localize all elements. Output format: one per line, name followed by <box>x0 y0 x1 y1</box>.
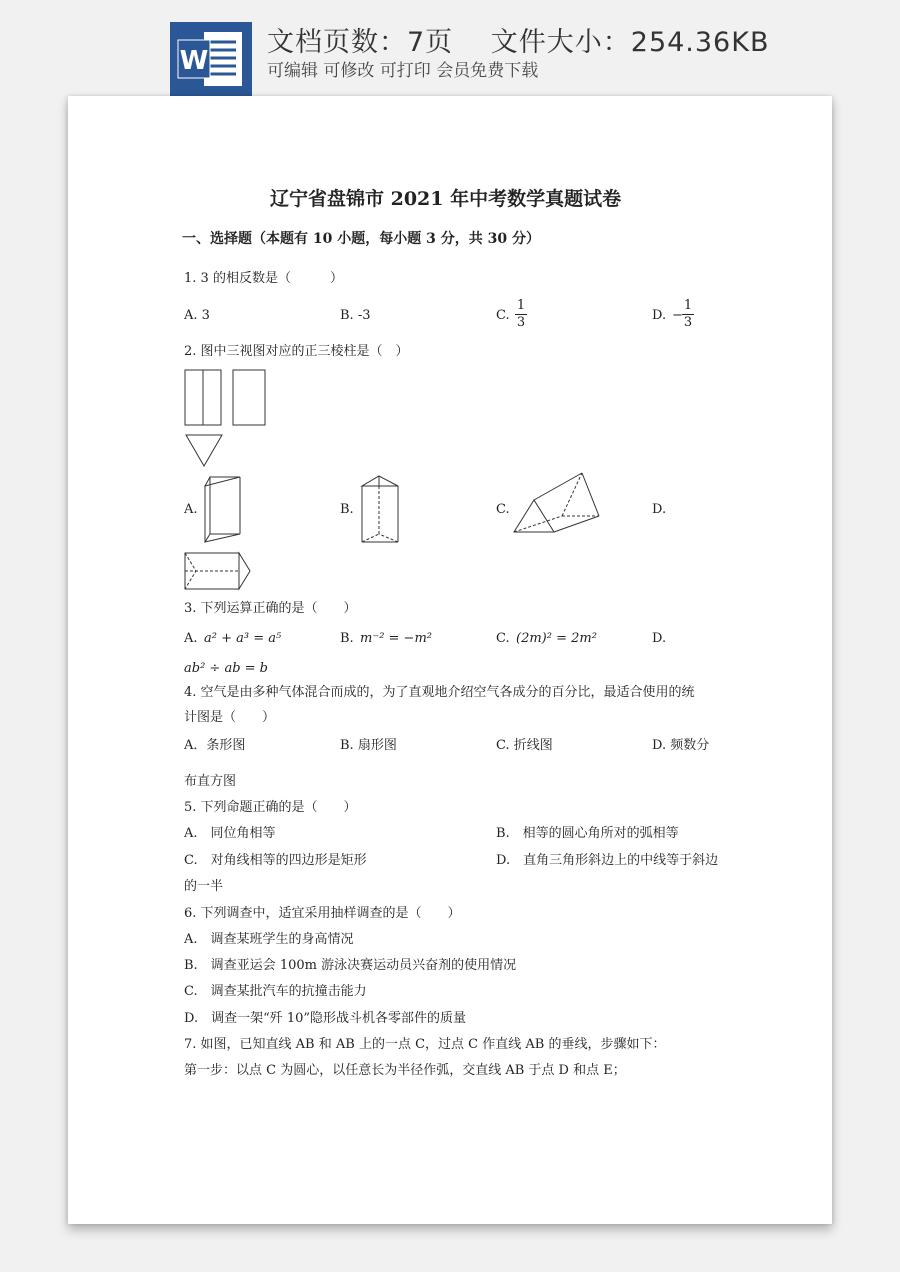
document-page <box>68 96 832 1224</box>
q3-option-d-label: D. <box>652 631 667 646</box>
q3-option-c-expr: (2m)² = 2m² <box>516 631 597 646</box>
q2-option-c-label: C. <box>496 502 510 517</box>
q2-option-a-label: A. <box>184 502 198 517</box>
q3-option-c-label: C. <box>496 631 510 646</box>
q1-option-c-fraction: 1 3 <box>516 298 526 330</box>
q3-option-b-label: B. <box>340 631 354 646</box>
q7-step1: 第一步：以点 C 为圆心，以任意长为半径作弧，交直线 AB 于点 D 和点 E； <box>184 1063 626 1078</box>
q6-stem: 6. 下列调查中，适宜采用抽样调查的是（ ） <box>184 906 461 921</box>
download-header <box>0 0 900 96</box>
q1-option-d-label: D. <box>652 308 667 323</box>
q3-option-d-expr: ab² ÷ ab = b <box>184 661 268 676</box>
q5-option-d-line1: D. 直角三角形斜边上的中线等于斜边 <box>496 853 719 868</box>
q4-stem-line1: 4. 空气是由多种气体混合而成的，为了直观地介绍空气各成分的百分比，最适合使用的统 <box>184 685 695 700</box>
q3-option-a-label: A. <box>184 631 198 646</box>
q2-option-d-label: D. <box>652 502 667 517</box>
q5-option-a: A. 同位角相等 <box>184 826 276 841</box>
exam-title: 辽宁省盘锦市 2021 年中考数学真题试卷 <box>270 188 622 210</box>
word-doc-icon <box>170 22 252 96</box>
q2-option-a-prism <box>202 474 244 546</box>
q1-option-b: B. -3 <box>340 308 371 323</box>
q4-option-d-line2: 布直方图 <box>184 774 237 789</box>
q1-option-d-sign: − <box>672 308 683 323</box>
q2-option-b-label: B. <box>340 502 354 517</box>
q4-option-c: C. 折线图 <box>496 738 553 753</box>
q1-option-c-label: C. <box>496 308 510 323</box>
q2-option-b-prism <box>359 474 401 546</box>
q2-option-d-prism <box>184 549 254 593</box>
q6-option-a: A. 调查某班学生的身高情况 <box>184 932 354 947</box>
q2-option-c-prism <box>512 470 602 536</box>
q5-stem: 5. 下列命题正确的是（ ） <box>184 800 357 815</box>
doc-info-title: 文档页数：7页 文件大小：254.36KB <box>267 27 770 58</box>
q4-option-b: B. 扇形图 <box>340 738 397 753</box>
q4-option-d-line1: D. 频数分 <box>652 738 710 753</box>
q7-stem: 7. 如图，已知直线 AB 和 AB 上的一点 C，过点 C 作直线 AB 的垂线，步骤如下： <box>184 1037 666 1052</box>
q6-option-d: D. 调查一架“歼 10”隐形战斗机各零部件的质量 <box>184 1011 467 1026</box>
q2-three-view-figure <box>184 368 274 468</box>
q1-option-d-fraction: 1 3 <box>683 298 693 330</box>
q6-option-c: C. 调查某批汽车的抗撞击能力 <box>184 984 367 999</box>
q1-stem: 1. 3 的相反数是（ ） <box>184 271 343 286</box>
q4-option-a: A．条形图 <box>184 738 246 753</box>
q5-option-b: B. 相等的圆心角所对的弧相等 <box>496 826 679 841</box>
svg-text:W: W <box>179 46 209 76</box>
q3-option-a-expr: a² + a³ = a⁵ <box>204 631 282 646</box>
q4-stem-line2: 计图是（ ） <box>184 710 276 725</box>
doc-info-subtitle: 可编辑 可修改 可打印 会员免费下载 <box>267 61 539 81</box>
q3-option-b-expr: m⁻² = −m² <box>360 631 432 646</box>
section-heading: 一、选择题（本题有 10 小题，每小题 3 分，共 30 分） <box>182 231 540 247</box>
q3-stem: 3. 下列运算正确的是（ ） <box>184 601 357 616</box>
q1-option-a: A. 3 <box>184 308 210 323</box>
q5-option-d-line2: 的一半 <box>184 879 224 894</box>
q6-option-b: B. 调查亚运会 100m 游泳决赛运动员兴奋剂的使用情况 <box>184 958 517 973</box>
q5-option-c: C. 对角线相等的四边形是矩形 <box>184 853 367 868</box>
q2-stem: 2. 图中三视图对应的正三棱柱是（ ） <box>184 344 409 359</box>
